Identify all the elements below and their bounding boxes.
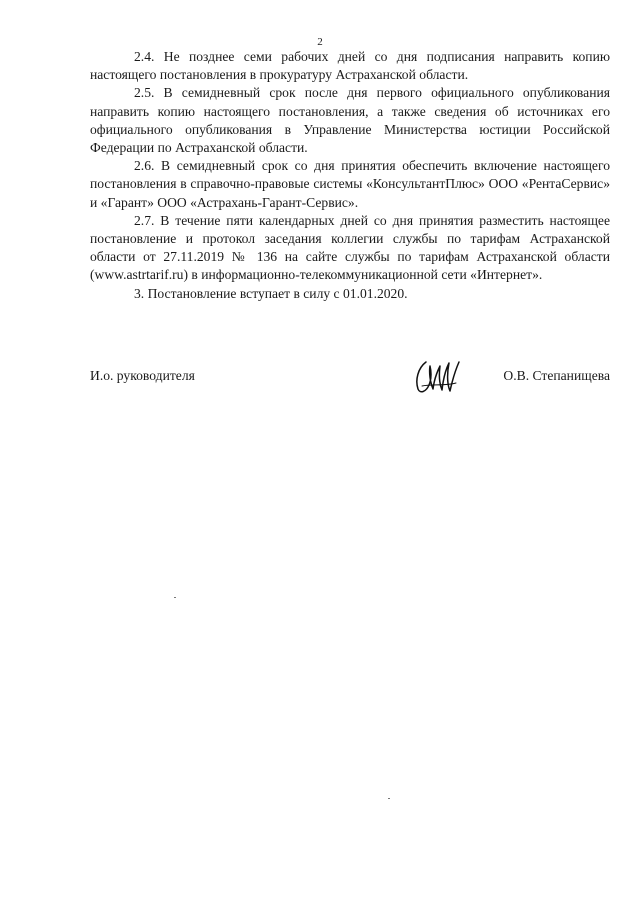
paragraph-3: 3. Постановление вступает в силу с 01.01.2020.: [134, 285, 408, 301]
signer-title: И.о. руководителя: [90, 368, 195, 383]
paragraph-2-7: 2.7. В течение пяти календарных дней со дня принятия разместить настоящее постановление и протокол заседания коллегии службы по тарифам Астраханской области от 27.11.2019 № 136 на сайте службы по тарифам Астраханской области (www.astrtarif.ru) в информационно-телекоммуникационной сети «Интернет».: [90, 212, 610, 283]
signer-name: О.В. Степанищева: [503, 368, 610, 383]
paragraph-2-5: 2.5. В семидневный срок после дня первого официального опубликования направить копию настоящего постановления, а также сведения об источниках его официального опубликования в Управление Министерства юстиции Российской Федерации по Астраханской области.: [90, 85, 610, 156]
document-body: [90, 48, 610, 303]
scan-speck: [174, 597, 176, 598]
signature-block: [90, 356, 610, 416]
scan-speck: [388, 798, 390, 799]
handwritten-signature: [412, 356, 468, 396]
paragraph-2-4: 2.4. Не позднее семи рабочих дней со дня подписания направить копию настоящего постановления в прокуратуру Астраханской области.: [90, 49, 610, 83]
page-number: 2: [317, 36, 323, 48]
paragraph-2-6: 2.6. В семидневный срок со дня принятия обеспечить включение настоящего постановления в справочно-правовые системы «КонсультантПлюс» ООО «РентаСервис» и «Гарант» ООО «Астрахань-Гарант-Сервис».: [90, 158, 610, 210]
